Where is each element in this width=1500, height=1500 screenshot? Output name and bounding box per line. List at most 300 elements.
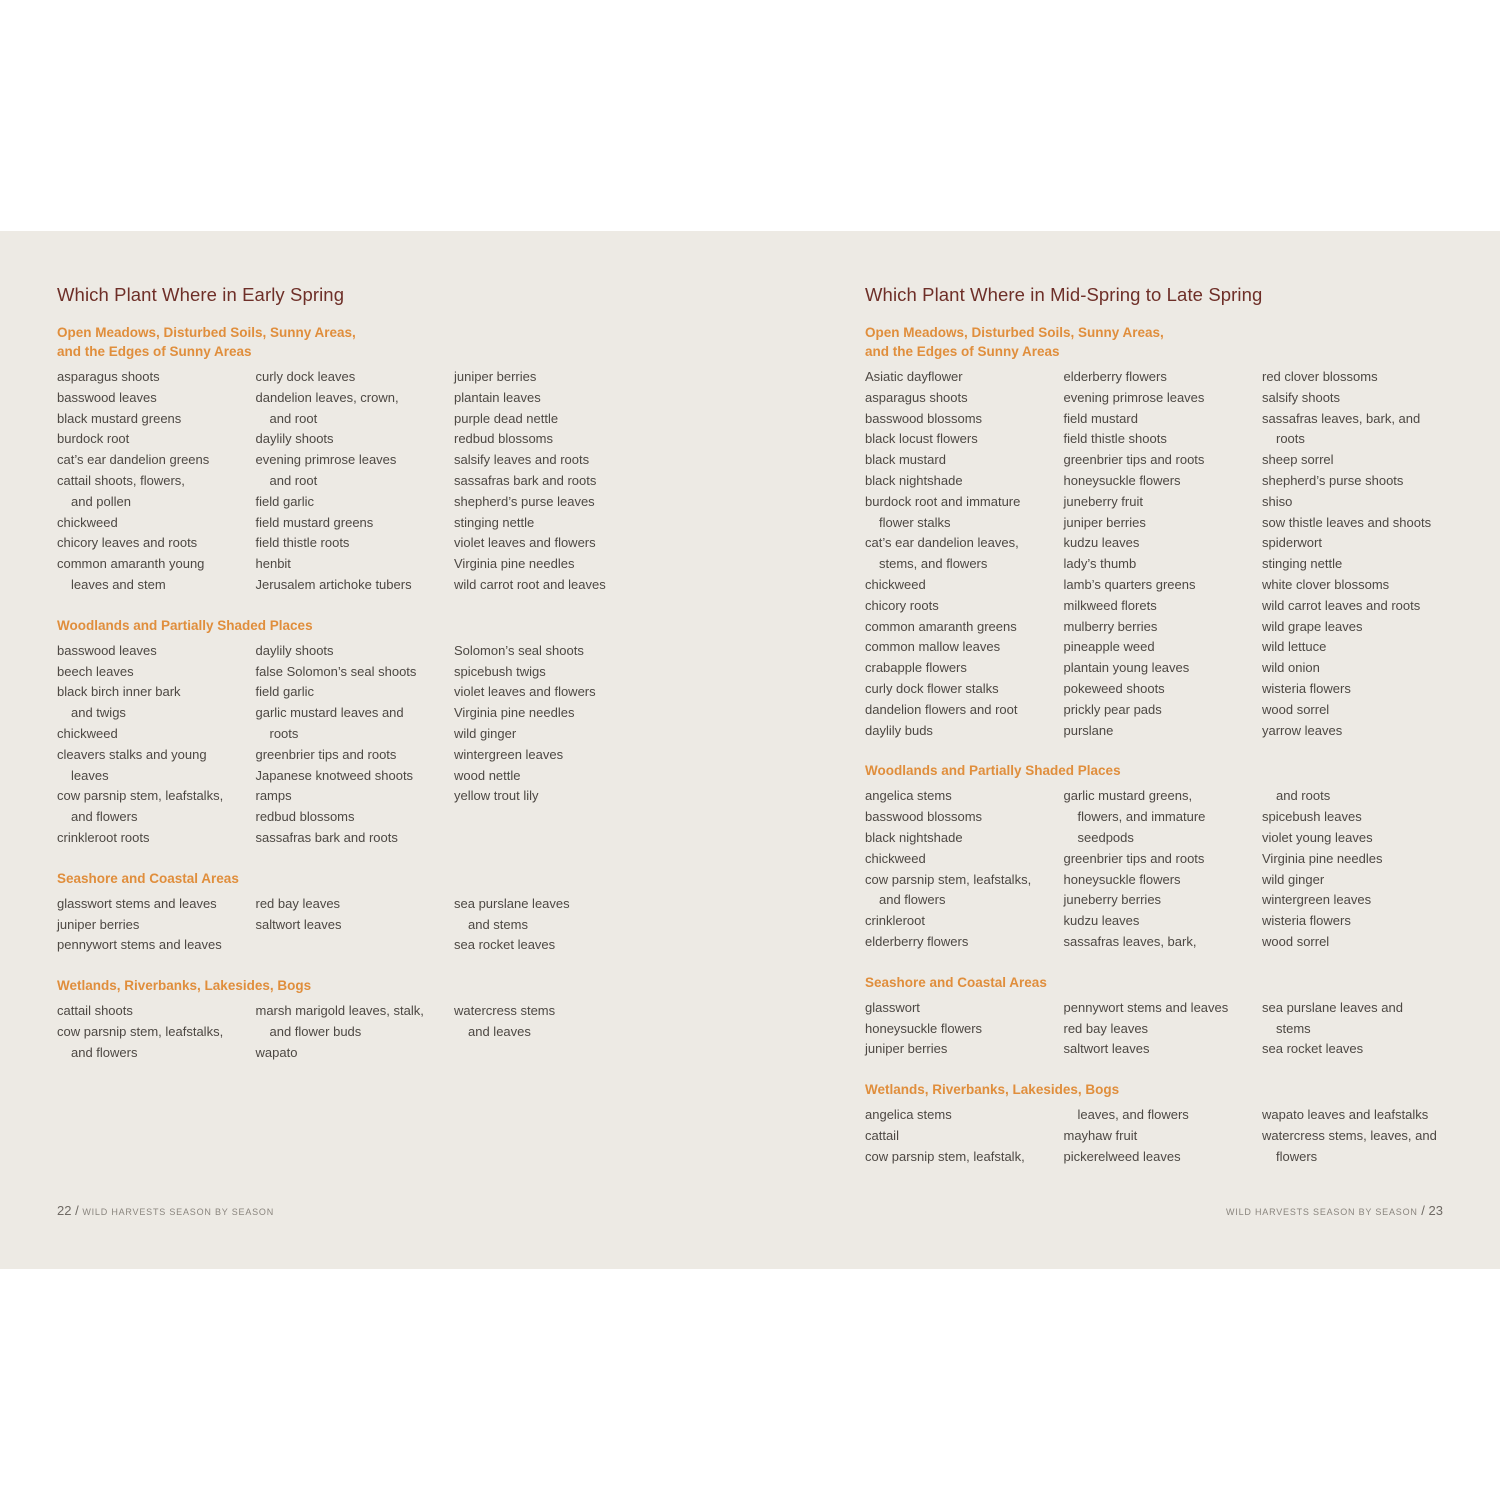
plant-item-text: angelica stems	[865, 1107, 952, 1123]
plant-item	[1262, 617, 1461, 638]
plant-item-continuation: and leaves	[468, 1023, 531, 1039]
plant-column	[1262, 367, 1461, 741]
plant-item-text: curly dock leaves	[255, 369, 356, 384]
running-head: WILD HARVESTS SEASON BY SEASON	[1225, 1207, 1418, 1217]
plant-item	[57, 1022, 256, 1064]
plant-column	[454, 641, 653, 849]
plant-item-text: violet young leaves	[1262, 829, 1373, 845]
plant-item	[256, 554, 455, 575]
plant-item-text: wild grape leaves	[1262, 618, 1363, 634]
plant-item	[865, 1147, 1064, 1168]
plant-item-text: black locust flowers	[865, 431, 978, 447]
plant-item-text: pokeweed shoots	[1063, 680, 1165, 696]
plant-column	[1262, 1105, 1461, 1167]
plant-item	[865, 429, 1064, 450]
plant-item-continuation: and flowers	[71, 809, 138, 825]
plant-item	[256, 533, 455, 554]
plant-item	[256, 894, 455, 915]
plant-item	[454, 662, 653, 683]
plant-item	[57, 745, 256, 787]
plant-item-continuation: and flower buds	[269, 1023, 362, 1039]
plant-item-text: pineapple weed	[1063, 639, 1155, 655]
plant-item-text: juneberry fruit	[1063, 493, 1143, 509]
plant-item	[454, 409, 653, 430]
plant-item	[454, 388, 653, 409]
plant-item-continuation: and pollen	[71, 493, 131, 509]
plant-item	[1262, 637, 1461, 658]
plant-item	[865, 998, 1064, 1019]
plant-item	[1262, 807, 1461, 828]
plant-item-text: crabapple flowers	[865, 660, 967, 676]
plant-item-text: daylily shoots	[255, 431, 334, 447]
plant-item	[256, 492, 455, 513]
plant-item-text: field garlic	[255, 684, 315, 700]
plant-item	[1262, 658, 1461, 679]
plant-item	[1262, 828, 1461, 849]
plant-item-text: chicory roots	[865, 597, 939, 613]
plant-item-text: mulberry berries	[1063, 618, 1158, 634]
plant-item-text: wisteria flowers	[1262, 913, 1351, 929]
plant-item	[1262, 998, 1461, 1040]
plant-item	[865, 807, 1064, 828]
plant-item-text: glasswort	[865, 999, 920, 1015]
plant-item	[57, 641, 256, 662]
habitat-section	[57, 869, 657, 956]
plant-item-text: honeysuckle flowers	[1063, 472, 1181, 488]
folio-separator: /	[1417, 1203, 1429, 1218]
plant-item-text: juneberry berries	[1063, 892, 1162, 908]
plant-item-text: redbud blossoms	[255, 809, 355, 825]
plant-item	[865, 617, 1064, 638]
plant-item	[454, 429, 653, 450]
habitat-section	[57, 616, 657, 849]
plant-column	[865, 1105, 1064, 1167]
plant-item	[1262, 533, 1461, 554]
plant-item	[1262, 575, 1461, 596]
plant-item	[1262, 911, 1461, 932]
plant-column	[256, 641, 455, 849]
plant-item-text: purslane	[1063, 722, 1114, 738]
plant-item	[256, 367, 455, 388]
page-title: Which Plant Where in Early Spring	[57, 284, 345, 305]
plant-item	[57, 554, 256, 596]
plant-item	[454, 786, 653, 807]
plant-item	[1262, 367, 1461, 388]
plant-item-text: common mallow leaves	[865, 639, 1001, 655]
plant-item-text: wild ginger	[1262, 871, 1325, 887]
plant-item-text: black mustard	[865, 452, 946, 468]
plant-item-text: wild onion	[1262, 660, 1320, 676]
plant-item	[1064, 700, 1263, 721]
plant-item-continuation: and roots	[1276, 788, 1331, 804]
plant-item	[865, 1039, 1064, 1060]
plant-columns	[865, 786, 1465, 952]
plant-item	[865, 828, 1064, 849]
plant-item-text: plantain leaves	[454, 389, 541, 405]
plant-item-text: sheep sorrel	[1262, 452, 1334, 468]
plant-item	[1064, 450, 1263, 471]
plant-item-text: sea rocket leaves	[1262, 1041, 1364, 1057]
plant-item-continuation: seedpods	[1077, 829, 1134, 845]
plant-item	[256, 766, 455, 787]
plant-item-text: field mustard	[1063, 410, 1138, 426]
plant-item-text: elderberry flowers	[1063, 369, 1167, 384]
plant-item	[256, 1001, 455, 1043]
plant-item-text: salsify leaves and roots	[454, 452, 590, 468]
plant-item-text: dandelion leaves, crown,	[255, 389, 399, 405]
plant-item-text: Virginia pine needles	[1262, 850, 1383, 866]
plant-item-text: wild lettuce	[1262, 639, 1327, 655]
plant-item-continuation: stems	[1276, 1020, 1311, 1036]
habitat-section	[865, 1080, 1465, 1167]
plant-item	[256, 388, 455, 430]
plant-item-text: kudzu leaves	[1063, 535, 1140, 551]
plant-columns	[865, 367, 1465, 741]
plant-item	[256, 575, 455, 596]
habitat-section	[57, 323, 657, 596]
plant-item-text: wood sorrel	[1262, 701, 1330, 717]
plant-item-text: chickweed	[865, 850, 926, 866]
plant-item-continuation: and flowers	[879, 892, 946, 908]
plant-item	[256, 828, 455, 849]
running-head: WILD HARVESTS SEASON BY SEASON	[82, 1207, 275, 1217]
plant-item	[57, 662, 256, 683]
plant-item	[865, 786, 1064, 807]
plant-item	[1262, 849, 1461, 870]
plant-item-text: white clover blossoms	[1262, 576, 1390, 592]
plant-item	[865, 596, 1064, 617]
plant-item-text: wintergreen leaves	[1262, 892, 1372, 908]
plant-item	[454, 575, 653, 596]
plant-item	[865, 721, 1064, 742]
page-footer	[1226, 1203, 1443, 1218]
plant-item	[57, 409, 256, 430]
plant-item	[57, 935, 256, 956]
plant-item-text: stinging nettle	[1262, 556, 1343, 572]
plant-item-text: kudzu leaves	[1063, 913, 1140, 929]
plant-item-text: sea purslane leaves	[454, 895, 570, 911]
plant-item	[454, 513, 653, 534]
plant-item-continuation: flowers	[1276, 1148, 1318, 1164]
plant-item	[1064, 1126, 1263, 1147]
plant-item	[865, 700, 1064, 721]
plant-item-text: garlic mustard greens,	[1063, 788, 1193, 804]
plant-item	[1064, 911, 1263, 932]
plant-item-text: wapato leaves and leafstalks	[1262, 1107, 1429, 1123]
plant-item	[57, 915, 256, 936]
plant-item-text: milkweed florets	[1063, 597, 1157, 613]
plant-item-text: greenbrier tips and roots	[255, 746, 397, 762]
plant-item-text: mayhaw fruit	[1063, 1127, 1138, 1143]
plant-item-text: yellow trout lily	[454, 788, 539, 804]
plant-item-text: sea purslane leaves and	[1262, 999, 1403, 1015]
plant-column	[256, 1001, 455, 1063]
plant-column	[1064, 998, 1263, 1060]
left-page	[0, 231, 750, 1269]
plant-item-continuation: roots	[1276, 431, 1305, 447]
plant-item	[1064, 998, 1263, 1019]
plant-item	[454, 894, 653, 936]
plant-column	[57, 641, 256, 849]
plant-item	[865, 533, 1064, 575]
plant-item-text: spiderwort	[1262, 535, 1322, 551]
plant-item	[256, 641, 455, 662]
plant-item-text: red bay leaves	[255, 895, 341, 911]
plant-item-text: cattail	[865, 1127, 899, 1143]
plant-item-text: shiso	[1262, 493, 1293, 509]
plant-item-text: redbud blossoms	[454, 431, 553, 447]
plant-item	[1064, 849, 1263, 870]
plant-item-text: beech leaves	[57, 663, 134, 679]
plant-item	[865, 492, 1064, 534]
plant-item	[256, 745, 455, 766]
plant-item	[454, 935, 653, 956]
habitat-section	[865, 761, 1465, 952]
plant-item	[1262, 450, 1461, 471]
plant-item-text: field thistle roots	[255, 535, 350, 551]
plant-item-text: violet leaves and flowers	[454, 535, 596, 551]
plant-item-text: wild carrot root and leaves	[454, 576, 606, 592]
plant-item	[865, 367, 1064, 388]
plant-item	[865, 1105, 1064, 1126]
plant-item	[865, 409, 1064, 430]
plant-item	[1064, 932, 1263, 953]
plant-item-text: ramps	[255, 788, 292, 804]
plant-item	[454, 533, 653, 554]
plant-column	[57, 367, 256, 596]
plant-item	[1064, 429, 1263, 450]
plant-item-text: wood nettle	[454, 767, 521, 783]
plant-item-text: basswood leaves	[57, 642, 157, 658]
plant-item	[57, 388, 256, 409]
habitat-section	[57, 976, 657, 1063]
plant-item	[1262, 492, 1461, 513]
plant-item	[865, 1126, 1064, 1147]
plant-item-text: false Solomon’s seal shoots	[255, 663, 417, 679]
plant-item	[454, 766, 653, 787]
plant-column	[865, 998, 1064, 1060]
plant-item-text: stinging nettle	[454, 514, 535, 530]
plant-item	[57, 513, 256, 534]
plant-item-text: prickly pear pads	[1063, 701, 1162, 717]
plant-item	[865, 870, 1064, 912]
plant-item	[1064, 409, 1263, 430]
plant-item	[57, 828, 256, 849]
plant-item	[1262, 409, 1461, 451]
plant-item	[865, 637, 1064, 658]
plant-item-text: sassafras leaves, bark,	[1063, 933, 1197, 949]
plant-item-text: black nightshade	[865, 829, 963, 845]
plant-item	[256, 662, 455, 683]
plant-item-text: Solomon’s seal shoots	[454, 642, 584, 658]
plant-item	[454, 703, 653, 724]
plant-item-text: chickweed	[865, 576, 926, 592]
page-number: 22	[57, 1203, 72, 1218]
plant-column	[454, 367, 653, 596]
plant-item-text: burdock root	[57, 431, 130, 447]
plant-item	[1064, 388, 1263, 409]
plant-item	[865, 658, 1064, 679]
plant-item-text: cow parsnip stem, leafstalks,	[865, 871, 1032, 887]
plant-item	[1064, 596, 1263, 617]
plant-item-text: basswood blossoms	[865, 809, 983, 825]
plant-item-text: wood sorrel	[1262, 933, 1330, 949]
plant-item	[865, 932, 1064, 953]
plant-item-text: spicebush twigs	[454, 663, 546, 679]
plant-item-text: plantain young leaves	[1063, 660, 1190, 676]
plant-item	[1262, 388, 1461, 409]
plant-item	[256, 1043, 455, 1064]
plant-column	[454, 1001, 653, 1063]
section-heading: Wetlands, Riverbanks, Lakesides, Bogs	[865, 1082, 1120, 1098]
plant-item-continuation: flower stalks	[879, 514, 951, 530]
plant-item-text: asparagus shoots	[865, 389, 968, 405]
plant-item-text: shepherd’s purse shoots	[1262, 472, 1404, 488]
plant-item	[865, 679, 1064, 700]
plant-item-text: juniper berries	[57, 916, 140, 932]
plant-item-text: common amaranth young	[57, 556, 205, 572]
plant-sections	[865, 323, 1465, 1188]
plant-item	[1064, 721, 1263, 742]
plant-item-text: common amaranth greens	[865, 618, 1017, 634]
plant-item	[57, 450, 256, 471]
plant-column	[1064, 786, 1263, 952]
plant-item	[1262, 513, 1461, 534]
plant-item	[454, 471, 653, 492]
plant-column	[865, 367, 1064, 741]
plant-item-text: sea rocket leaves	[454, 937, 556, 953]
plant-columns	[57, 367, 657, 596]
plant-item	[454, 745, 653, 766]
plant-item-text: evening primrose leaves	[1063, 389, 1205, 405]
plant-item-continuation: leaves and stem	[71, 576, 166, 592]
page-footer	[57, 1203, 274, 1218]
plant-item	[256, 682, 455, 703]
plant-columns	[57, 1001, 657, 1063]
plant-item-text: evening primrose leaves	[255, 452, 397, 468]
plant-column	[57, 894, 256, 956]
section-heading: Open Meadows, Disturbed Soils, Sunny Areas, and the Edges of Sunny Areas	[865, 325, 1164, 359]
section-heading: Woodlands and Partially Shaded Places	[865, 763, 1121, 779]
plant-item	[57, 367, 256, 388]
plant-item-continuation: stems, and flowers	[879, 556, 988, 572]
plant-item	[1262, 554, 1461, 575]
plant-item	[1262, 471, 1461, 492]
plant-item-continuation: roots	[269, 725, 299, 741]
plant-column	[1064, 1105, 1263, 1167]
plant-item	[256, 786, 455, 807]
plant-sections	[57, 323, 657, 1084]
plant-item-text: spicebush leaves	[1262, 809, 1362, 825]
plant-item-text: black birch inner bark	[57, 684, 181, 700]
plant-item-text: cat’s ear dandelion greens	[57, 452, 210, 468]
plant-item	[1064, 1147, 1263, 1168]
plant-item	[1064, 617, 1263, 638]
plant-item-text: saltwort leaves	[1063, 1041, 1150, 1057]
plant-item-text: angelica stems	[865, 788, 952, 804]
plant-item-text: pickerelweed leaves	[1063, 1148, 1181, 1164]
plant-item-text: cow parsnip stem, leafstalk,	[865, 1148, 1025, 1164]
plant-item-text: daylily shoots	[255, 642, 334, 658]
plant-item-text: salsify shoots	[1262, 389, 1341, 405]
plant-item	[865, 575, 1064, 596]
plant-item-text: glasswort stems and leaves	[57, 895, 217, 911]
plant-item	[1064, 658, 1263, 679]
plant-column	[454, 894, 653, 956]
plant-item	[454, 492, 653, 513]
plant-item-text: saltwort leaves	[255, 916, 342, 932]
plant-item	[256, 429, 455, 450]
plant-item-text: field thistle shoots	[1063, 431, 1167, 447]
plant-item	[57, 786, 256, 828]
habitat-section	[865, 973, 1465, 1060]
plant-item-text: sassafras bark and roots	[255, 829, 398, 845]
plant-item-continuation: and flowers	[71, 1044, 138, 1060]
plant-item-text: honeysuckle flowers	[865, 1020, 983, 1036]
plant-item	[57, 533, 256, 554]
plant-item	[256, 450, 455, 492]
plant-item-text: cow parsnip stem, leafstalks,	[57, 1023, 224, 1039]
plant-item-text: cat’s ear dandelion leaves,	[865, 535, 1019, 551]
plant-item-text: Japanese knotweed shoots	[255, 767, 414, 783]
plant-item-text: wintergreen leaves	[454, 746, 564, 762]
plant-item-text: honeysuckle flowers	[1063, 871, 1181, 887]
plant-item	[865, 1019, 1064, 1040]
plant-item	[1064, 1019, 1263, 1040]
plant-item-text: lamb’s quarters greens	[1063, 576, 1196, 592]
plant-item-text: juniper berries	[454, 369, 537, 384]
plant-item	[454, 682, 653, 703]
plant-item-text: basswood blossoms	[865, 410, 983, 426]
plant-item	[1064, 786, 1263, 848]
plant-item-text: cattail shoots	[57, 1003, 133, 1019]
plant-item	[454, 554, 653, 575]
plant-item	[1262, 1039, 1461, 1060]
plant-item-text: Virginia pine needles	[454, 705, 575, 721]
plant-item	[1064, 1105, 1263, 1126]
plant-columns	[57, 641, 657, 849]
plant-item-text: pennywort stems and leaves	[1063, 999, 1229, 1015]
plant-item	[454, 641, 653, 662]
plant-item-text: basswood leaves	[57, 389, 157, 405]
plant-item	[1064, 471, 1263, 492]
plant-item	[1262, 679, 1461, 700]
plant-item	[256, 915, 455, 936]
plant-item-text: wild carrot leaves and roots	[1262, 597, 1421, 613]
plant-item-text: chicory leaves and roots	[57, 535, 198, 551]
plant-item-text: red clover blossoms	[1262, 369, 1378, 384]
plant-item-text: wisteria flowers	[1262, 680, 1351, 696]
plant-item-text: sassafras bark and roots	[454, 472, 597, 488]
plant-item-text: asparagus shoots	[57, 369, 160, 384]
plant-item-continuation: leaves, and flowers	[1077, 1107, 1189, 1123]
plant-item-text: chickweed	[57, 725, 118, 741]
plant-item-continuation: leaves	[71, 767, 109, 783]
plant-item-text: juniper berries	[865, 1041, 948, 1057]
plant-item	[1262, 1105, 1461, 1126]
plant-item-text: daylily buds	[865, 722, 933, 738]
plant-item	[865, 911, 1064, 932]
plant-column	[1262, 998, 1461, 1060]
plant-item	[454, 1001, 653, 1043]
plant-item-text: wild ginger	[454, 725, 517, 741]
plant-item-continuation: and twigs	[71, 705, 126, 721]
plant-item-text: cleavers stalks and young	[57, 746, 207, 762]
plant-item-text: purple dead nettle	[454, 410, 559, 426]
plant-item	[1262, 932, 1461, 953]
plant-item	[1064, 870, 1263, 891]
plant-item-text: watercress stems	[454, 1003, 556, 1019]
